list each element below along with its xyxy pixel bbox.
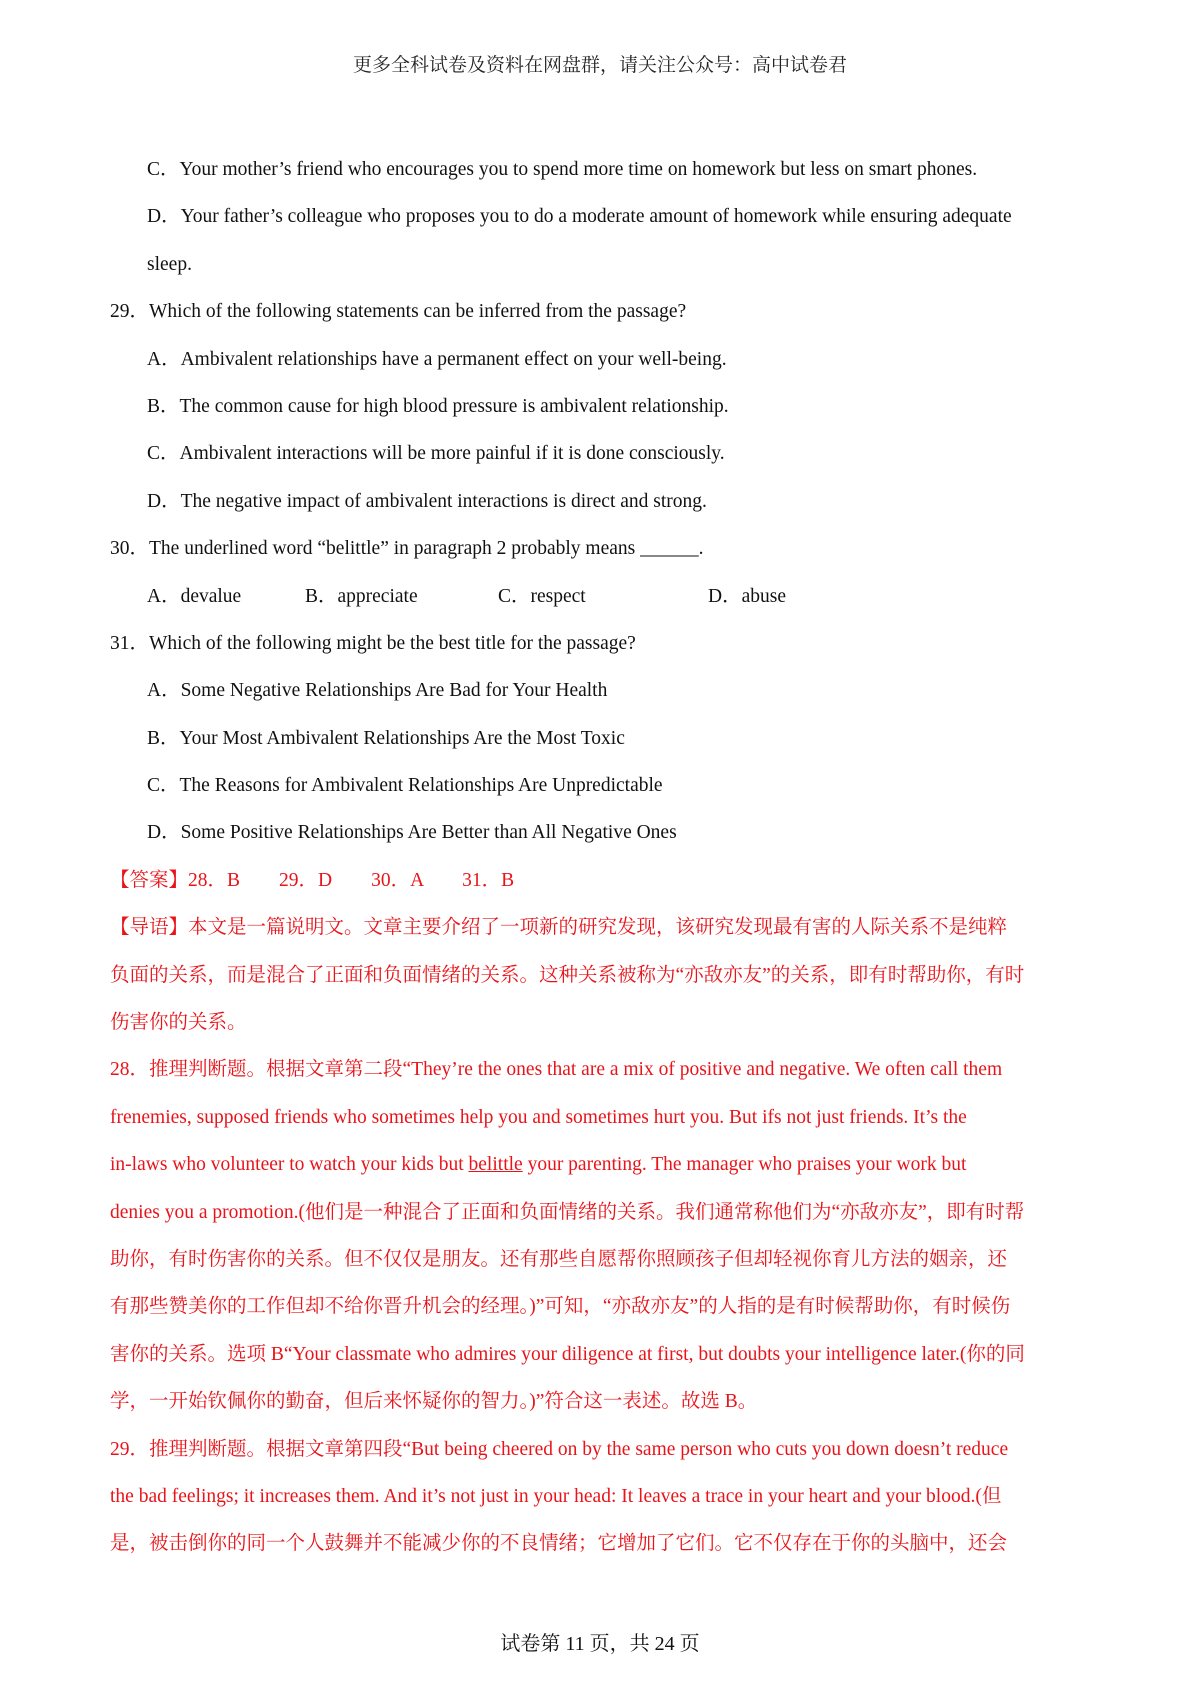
- exp28-line-3-post: your parenting. The manager who praises your work but: [522, 1154, 967, 1176]
- q31-stem: 31．Which of the following might be the best title for the passage?: [110, 632, 636, 654]
- q30-option-b: B．appreciate: [305, 585, 418, 607]
- exp28-line-6: 有那些赞美你的工作但却不给你晋升机会的经理。)”可知，“亦敌亦友”的人指的是有时候帮助你，有时候伤: [110, 1296, 1011, 1318]
- exp28-line-1: 28．推理判断题。根据文章第二段“They’re the ones that are a mix of positive and negative. We often call them: [110, 1059, 1003, 1081]
- q30-option-c: C．respect: [498, 585, 586, 607]
- q29-option-c: C．Ambivalent interactions will be more painful if it is done consciously.: [147, 443, 725, 465]
- exp28-line-3-pre: in-laws who volunteer to watch your kids but: [110, 1154, 469, 1176]
- intro-line-3: 伤害你的关系。: [110, 1012, 247, 1034]
- q28-option-c: C．Your mother’s friend who encourages you to spend more time on homework but less on smart phones.: [147, 159, 978, 180]
- q31-option-d: D．Some Positive Relationships Are Better than All Negative Ones: [147, 822, 677, 844]
- exp28-line-3: [110, 1141, 1100, 1188]
- exp28-line-4: denies you a promotion.(他们是一种混合了正面和负面情绪的关系。我们通常称他们为“亦敌亦友”，即有时帮: [110, 1201, 1025, 1223]
- exp28-line-8: 学，一开始钦佩你的勤奋，但后来怀疑你的智力。)”符合这一表述。故选 B。: [110, 1391, 758, 1413]
- q31-option-c: C．The Reasons for Ambivalent Relationships Are Unpredictable: [147, 775, 663, 797]
- exp28-line-5: 助你，有时伤害你的关系。但不仅仅是朋友。还有那些自愿帮你照顾孩子但却轻视你育儿方法的姻亲，还: [110, 1248, 1008, 1270]
- underlined-word-belittle: belittle: [468, 1154, 523, 1176]
- q28-option-d-cont: sleep.: [147, 253, 192, 275]
- q30-option-a: A．devalue: [147, 585, 242, 607]
- exp28-line-7: 害你的关系。选项 B“Your classmate who admires your diligence at first, but doubts your intelligence later.(你的同: [110, 1343, 1025, 1365]
- page-header: 更多全科试卷及资料在网盘群，请关注公众号：高中试卷君: [352, 55, 847, 76]
- exp29-line-1: 29．推理判断题。根据文章第四段“But being cheered on by the same person who cuts you down doesn’t reduce: [110, 1438, 1009, 1460]
- q29-option-b: B．The common cause for high blood pressure is ambivalent relationship.: [147, 395, 729, 417]
- q30-options: [110, 573, 1100, 620]
- page-footer: 试卷第 11 页，共 24 页: [500, 1633, 700, 1655]
- page-content: [110, 146, 1100, 1568]
- exp29-line-3: 是，被击倒你的同一个人鼓舞并不能减少你的不良情绪；它增加了它们。它不仅存在于你的头脑中，还会: [110, 1533, 1008, 1555]
- q30-stem: 30．The underlined word “belittle” in paragraph 2 probably means ______.: [110, 538, 704, 560]
- q29-stem: 29．Which of the following statements can be inferred from the passage?: [110, 301, 687, 323]
- exp28-line-2: frenemies, supposed friends who sometimes help you and sometimes hurt you. But ifs not just friends. It’s the: [110, 1106, 967, 1128]
- exp29-line-2: the bad feelings; it increases them. And it’s not just in your head: It leaves a trace in your heart and your blood.(但: [110, 1485, 1002, 1507]
- intro-line-2: 负面的关系，而是混合了正面和负面情绪的关系。这种关系被称为“亦敌亦友”的关系，即有时帮助你，有时: [110, 964, 1025, 986]
- intro-line-1: 【导语】本文是一篇说明文。文章主要介绍了一项新的研究发现，该研究发现最有害的人际关系不是纯粹: [110, 917, 1008, 939]
- answer-key: 【答案】28．B 29．D 30．A 31．B: [110, 869, 515, 891]
- q29-option-d: D．The negative impact of ambivalent interactions is direct and strong.: [147, 490, 707, 512]
- q31-option-b: B．Your Most Ambivalent Relationships Are the Most Toxic: [147, 727, 625, 749]
- q29-option-a: A．Ambivalent relationships have a permanent effect on your well-being.: [147, 348, 727, 370]
- q31-option-a: A．Some Negative Relationships Are Bad for Your Health: [147, 680, 608, 702]
- q30-option-d: D．abuse: [708, 585, 786, 607]
- q28-option-d: D．Your father’s colleague who proposes you to do a moderate amount of homework while ensuring adequate: [147, 206, 1012, 228]
